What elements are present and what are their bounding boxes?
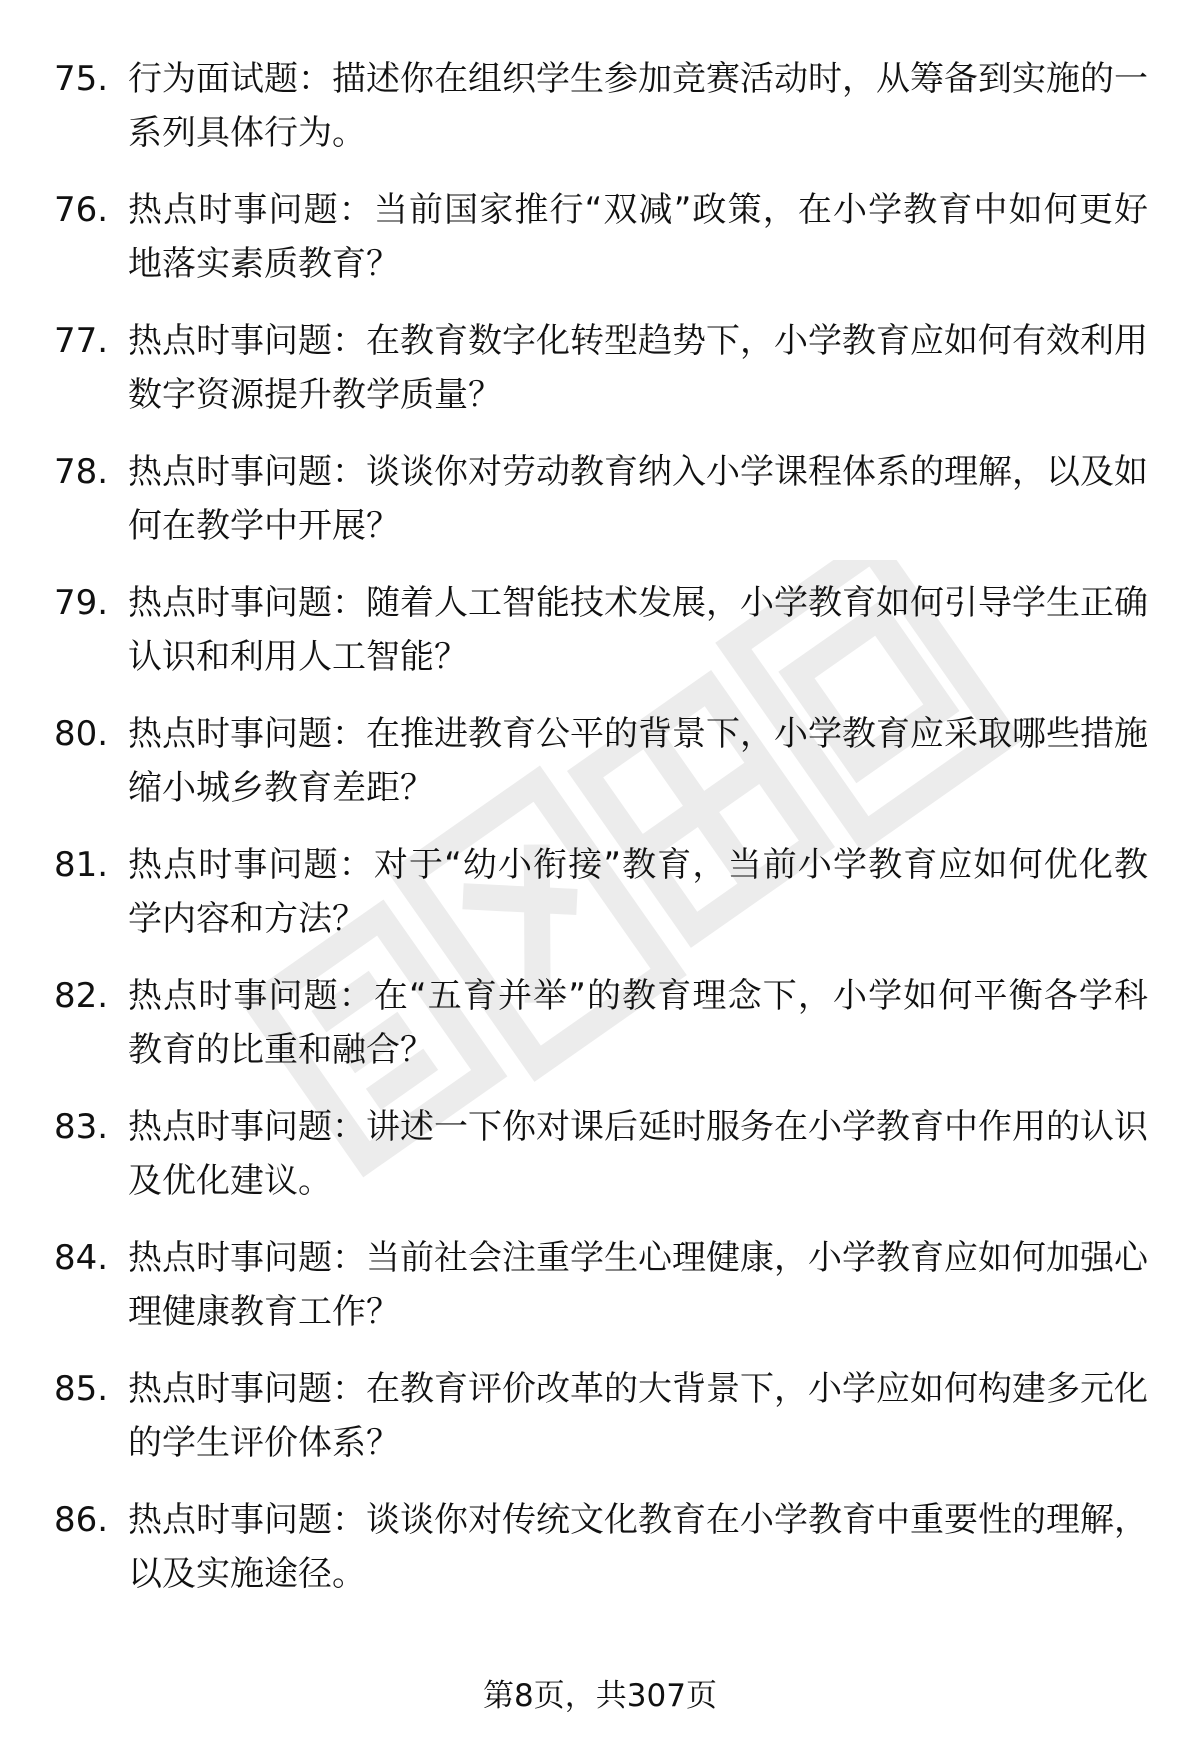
question-text: 热点时事问题：在教育数字化转型趋势下，小学教育应如何有效利用数字资源提升教学质量？ — [128, 321, 1148, 415]
list-item — [0, 969, 1200, 1077]
question-list — [0, 52, 1200, 1624]
list-item — [0, 445, 1200, 553]
question-text: 热点时事问题：谈谈你对劳动教育纳入小学课程体系的理解，以及如何在教学中开展？ — [128, 452, 1148, 546]
question-text: 热点时事问题：随着人工智能技术发展，小学教育如何引导学生正确认识和利用人工智能？ — [128, 583, 1148, 677]
list-item — [0, 52, 1200, 160]
question-number: 86. — [54, 1500, 109, 1540]
question-text: 行为面试题：描述你在组织学生参加竞赛活动时，从筹备到实施的一系列具体行为。 — [128, 59, 1148, 153]
list-item — [0, 1231, 1200, 1339]
question-number: 85. — [54, 1369, 109, 1409]
question-text: 热点时事问题：当前国家推行“双减”政策，在小学教育中如何更好地落实素质教育？ — [128, 190, 1148, 284]
list-item — [0, 314, 1200, 422]
question-number: 83. — [54, 1107, 109, 1147]
question-text: 热点时事问题：在教育评价改革的大背景下，小学应如何构建多元化的学生评价体系？ — [128, 1369, 1148, 1463]
question-text: 热点时事问题：当前社会注重学生心理健康，小学教育应如何加强心理健康教育工作？ — [128, 1238, 1148, 1332]
question-number: 77. — [54, 321, 109, 361]
question-text: 热点时事问题：在“五育并举”的教育理念下，小学如何平衡各学科教育的比重和融合？ — [128, 976, 1148, 1070]
list-item — [0, 838, 1200, 946]
question-text: 热点时事问题：在推进教育公平的背景下，小学教育应采取哪些措施缩小城乡教育差距？ — [128, 714, 1148, 808]
question-number: 82. — [54, 976, 109, 1016]
page-footer: 第8页，共307页 — [483, 1678, 717, 1714]
question-number: 81. — [54, 845, 109, 885]
question-number: 75. — [54, 59, 109, 99]
question-number: 84. — [54, 1238, 109, 1278]
question-text: 热点时事问题：谈谈你对传统文化教育在小学教育中重要性的理解，以及实施途径。 — [128, 1500, 1148, 1594]
question-text: 热点时事问题：对于“幼小衔接”教育，当前小学教育应如何优化教学内容和方法？ — [128, 845, 1148, 939]
question-number: 79. — [54, 583, 109, 623]
question-number: 80. — [54, 714, 109, 754]
list-item — [0, 183, 1200, 291]
question-text: 热点时事问题：讲述一下你对课后延时服务在小学教育中作用的认识及优化建议。 — [128, 1107, 1148, 1201]
list-item — [0, 1362, 1200, 1470]
question-number: 76. — [54, 190, 109, 230]
list-item — [0, 1100, 1200, 1208]
question-number: 78. — [54, 452, 109, 492]
list-item — [0, 707, 1200, 815]
list-item — [0, 576, 1200, 684]
list-item — [0, 1493, 1200, 1601]
